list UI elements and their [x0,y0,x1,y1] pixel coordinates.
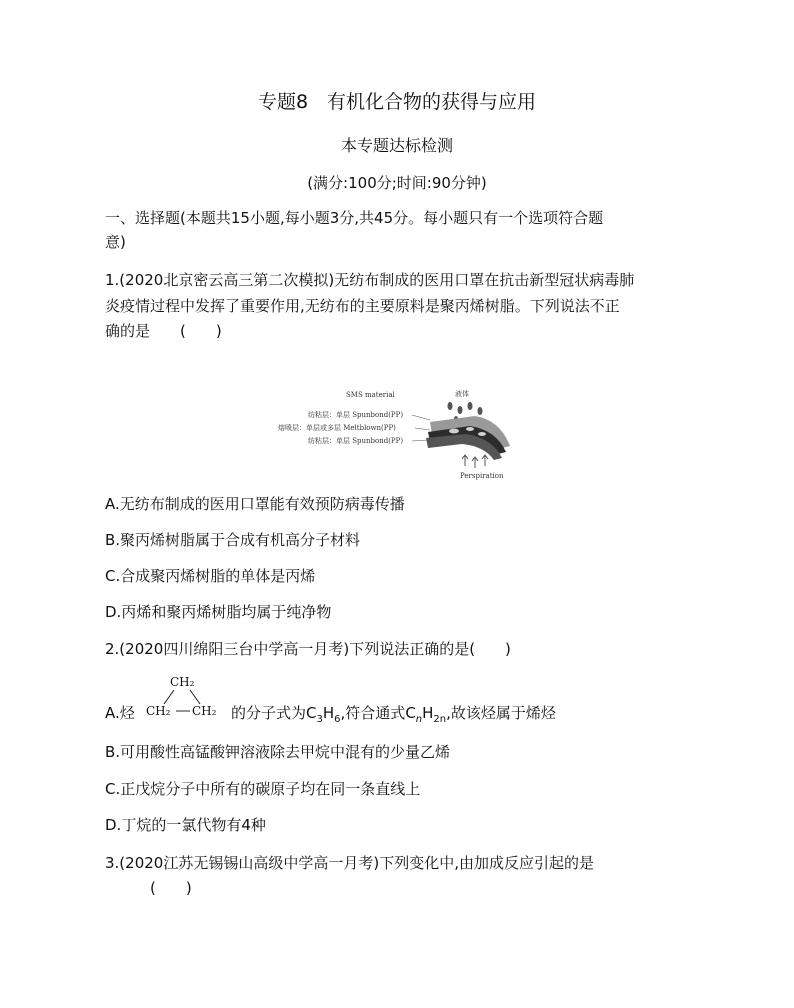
page-subtitle: 本专题达标检测 [340,136,453,155]
formula-h: H [322,704,335,722]
q2-option-a-suffix: ,故该烃属于烯烃 [446,704,556,722]
q2-option-a-rest [231,703,556,730]
perspiration-arrows [462,455,488,468]
fig-label-liquid: 液体 [455,390,469,398]
cyclopropane-structure [144,673,226,719]
page-title: 专题8 有机化合物的获得与应用 [257,91,537,113]
formula-c-sub: 3 [316,714,323,725]
q1-option-c: C.合成聚丙烯树脂的单体是丙烯 [105,567,316,585]
q2-option-a-middle: 的分子式为 [231,704,307,722]
q1-option-b: B.聚丙烯树脂属于合成有机高分子材料 [105,531,361,549]
struct-left-ch2: CH₂ [146,704,171,718]
fig-label-perspiration: Perspiration [460,472,504,480]
fabric-layers [426,416,510,460]
exam-meta: (满分:100分;时间:90分钟) [307,174,487,192]
struct-bond-right [190,690,200,704]
q2-line1: 2.(2020四川绵阳三台中学高一月考)下列说法正确的是( ) [105,640,511,658]
q2-option-a-prefix: A.烃 [105,704,135,722]
q2-option-c: C.正戊烷分子中所有的碳原子均在同一条直线上 [105,780,421,798]
struct-right-ch2: CH₂ [192,704,217,718]
section-heading-line2: 意) [105,233,126,251]
q1-option-a: A.无纺布制成的医用口罩能有效预防病毒传播 [105,495,405,513]
general-h-sub: 2n [433,714,447,725]
general-h: H [422,704,434,722]
fig-label-sms: SMS material [346,391,395,399]
q2-option-b: B.可用酸性高锰酸钾溶液除去甲烷中混有的少量乙烯 [105,743,451,761]
fig-label-layer1: 纺粘层：单层 Spunbond(PP) [308,411,404,419]
fig-label-layer3: 纺粘层：单层 Spunbond(PP) [308,437,404,445]
formula-h-sub: 6 [334,714,341,725]
section-heading-line1: 一、选择题(本题共15小题,每小题3分,共45分。每小题只有一个选项符合题 [105,209,604,227]
q3-line1: 3.(2020江苏无锡锡山高级中学高一月考)下列变化中,由加成反应引起的是 [105,854,594,872]
sms-material-figure [270,386,515,481]
general-c-sub: n [415,714,423,725]
q1-line2: 炎疫情过程中发挥了重要作用,无纺布的主要原料是聚丙烯树脂。下列说法不正 [105,297,620,315]
general-text: ,符合通式 [340,704,406,722]
q2-option-d: D.丁烷的一氯代物有4种 [105,816,266,834]
q1-line3: 确的是 ( ) [105,322,222,340]
q1-line1: 1.(2020北京密云高三第二次模拟)无纺布制成的医用口罩在抗击新型冠状病毒肺 [105,271,635,289]
struct-top-ch2: CH₂ [170,675,195,689]
struct-bond-left [164,690,174,704]
formula-c: C [306,704,317,722]
leader-lines [412,415,430,441]
q1-option-d: D.丙烯和聚丙烯树脂均属于纯净物 [105,603,332,621]
general-c: C [405,704,416,722]
fig-label-layer2: 熔喷层：单层或多层 Meltblown(PP) [278,424,396,432]
q3-line2: ( ) [150,879,192,897]
